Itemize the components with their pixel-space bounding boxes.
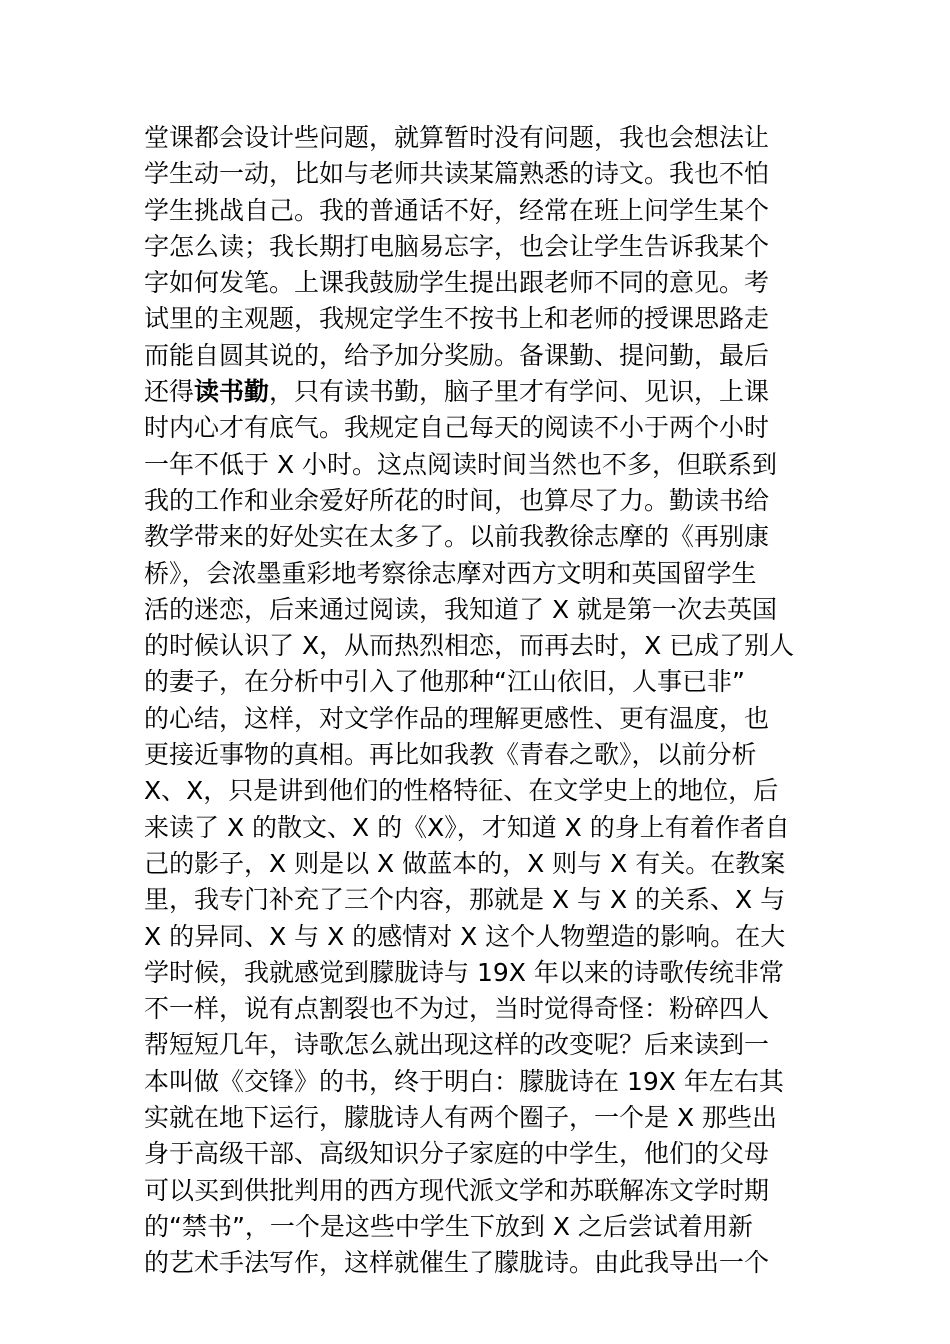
text-line: 桥》，会浓墨重彩地考察徐志摩对西方文明和英国留学生: [144, 558, 757, 588]
text-line: 的艺术手法写作，这样就催生了朦胧诗。由此我导出一个: [144, 1248, 770, 1278]
text-line: 我的工作和业余爱好所花的时间，也算尽了力。勤读书给: [144, 485, 770, 515]
text-line: 帮短短几年，诗歌怎么就出现这样的改变呢？后来读到一: [144, 1030, 770, 1060]
text-line: 字怎么读；我长期打电脑易忘字，也会让学生告诉我某个: [144, 231, 770, 261]
text-line: X、X，只是讲到他们的性格特征、在文学史上的地位，后: [144, 776, 779, 806]
text-line: 学生动一动，比如与老师共读某篇熟悉的诗文。我也不怕: [144, 159, 770, 189]
text-line: 一年不低于 X 小时。这点阅读时间当然也不多，但联系到: [144, 449, 778, 479]
text-line: 不一样，说有点割裂也不为过，当时觉得奇怪：粉碎四人: [144, 994, 770, 1024]
text-line: 的时候认识了 X，从而热烈相恋，而再去时，X 已成了别人: [144, 631, 795, 661]
text-line: 的妻子，在分析中引入了他那种“江山依旧，人事已非”: [144, 667, 745, 697]
text-line: 学生挑战自己。我的普通话不好，经常在班上问学生某个: [144, 195, 770, 225]
text-line: 本叫做《交锋》的书，终于明白：朦胧诗在 19X 年左右其: [144, 1066, 784, 1096]
bold-emphasis: 读书勤: [194, 377, 270, 407]
text-line: 试里的主观题，我规定学生不按书上和老师的授课思路走: [144, 304, 770, 334]
text-line: 来读了 X 的散文、X 的《X》，才知道 X 的身上有着作者自: [144, 812, 790, 842]
text-line: 而能自圆其说的，给予加分奖励。备课勤、提问勤，最后: [144, 340, 770, 370]
text-line: 学时候，我就感觉到朦胧诗与 19X 年以来的诗歌传统非常: [144, 957, 784, 987]
text-line: [144, 374, 814, 410]
text-line: X 的异同、X 与 X 的感情对 X 这个人物塑造的影响。在大: [144, 921, 786, 951]
text-line: 字如何发笔。上课我鼓励学生提出跟老师不同的意见。考: [144, 268, 770, 298]
text-line: 实就在地下运行，朦胧诗人有两个圈子，一个是 X 那些出: [144, 1103, 778, 1133]
text-line: 可以买到供批判用的西方现代派文学和苏联解冻文学时期: [144, 1175, 770, 1205]
text-line: 身于高级干部、高级知识分子家庭的中学生，他们的父母: [144, 1139, 770, 1169]
text-line: 堂课都会设计些问题，就算暂时没有问题，我也会想法让: [144, 123, 770, 152]
text-line: 己的影子，X 则是以 X 做蓝本的，X 则与 X 有关。在教案: [144, 848, 786, 878]
text-run: 还得: [144, 377, 195, 407]
text-line: 里，我专门补充了三个内容，那就是 X 与 X 的关系、X 与: [144, 885, 786, 915]
text-line: 更接近事物的真相。再比如我教《青春之歌》，以前分析: [144, 740, 757, 770]
text-line: 的心结，这样，对文学作品的理解更感性、更有温度，也: [144, 703, 770, 733]
text-line: 的“禁书”，一个是这些中学生下放到 X 之后尝试着用新: [144, 1211, 753, 1241]
text-run: ，只有读书勤，脑子里才有学问、见识，上课: [269, 377, 770, 407]
text-line: 教学带来的好处实在太多了。以前我教徐志摩的《再别康: [144, 522, 770, 552]
body-text: [144, 120, 814, 1282]
text-line: 活的迷恋，后来通过阅读，我知道了 X 就是第一次去英国: [144, 594, 778, 624]
text-line: 时内心才有底气。我规定自己每天的阅读不小于两个小时: [144, 413, 770, 443]
